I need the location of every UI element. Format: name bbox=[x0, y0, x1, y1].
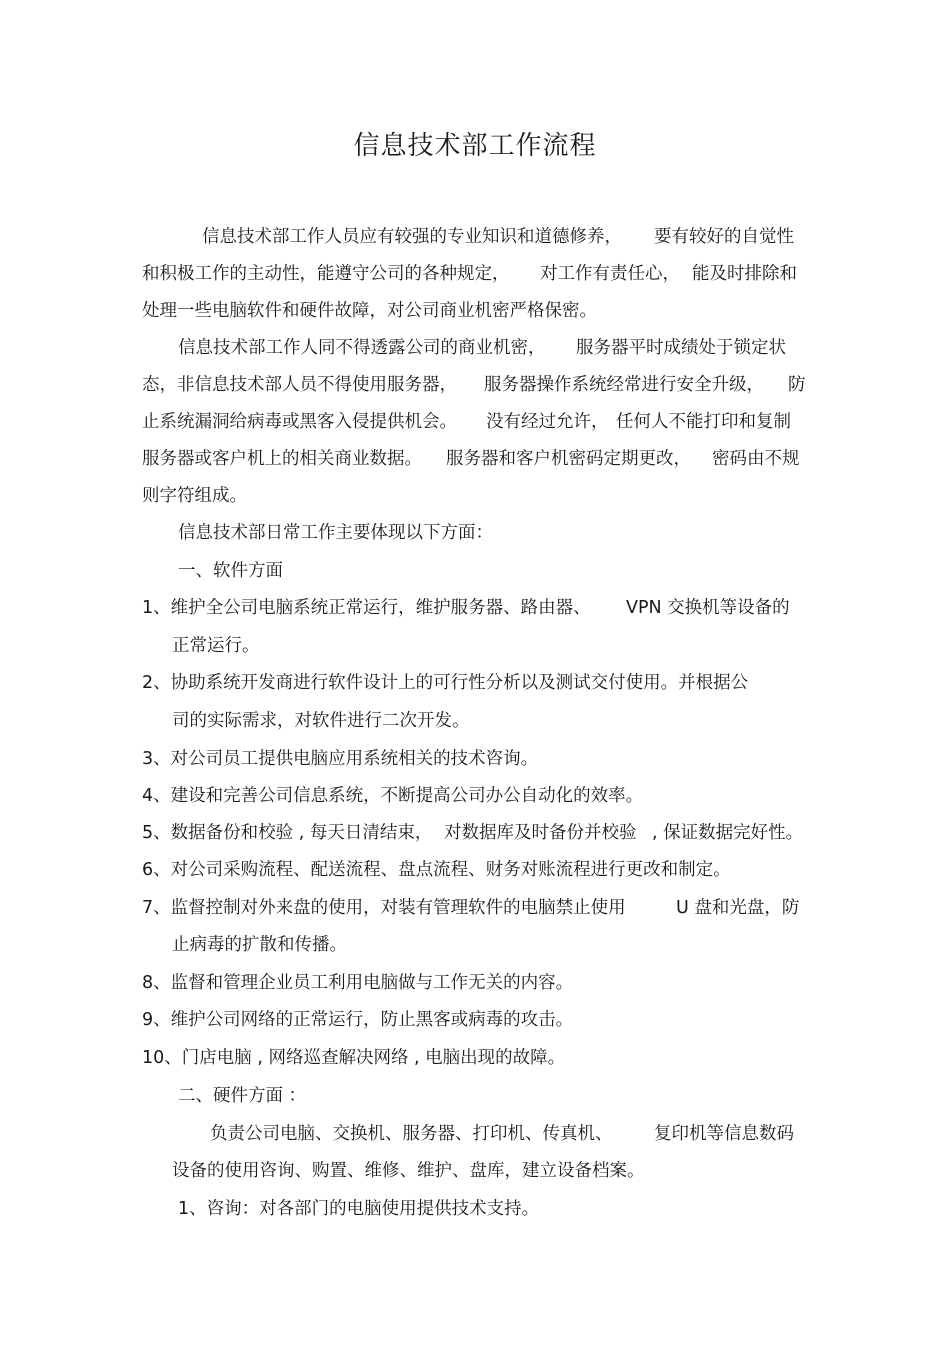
text-segment: 没有经过允许， bbox=[486, 412, 609, 432]
text-segment: 正常运行。 bbox=[172, 636, 260, 656]
text-segment: 2、协助系统开发商进行软件设计上的可行性分析以及测试交付使用。并根据公 bbox=[142, 673, 749, 693]
text-segment: 信息技术部日常工作主要体现以下方面： bbox=[178, 523, 493, 543]
text-segment: 负责公司电脑、交换机、服务器、打印机、传真机、 bbox=[210, 1124, 613, 1144]
text-segment: 信息技术部工作人员应有较强的专业知识和道德修养， bbox=[202, 227, 622, 247]
text-segment: 二、硬件方面 ： bbox=[178, 1086, 307, 1106]
text-segment: 复印机等信息数码 bbox=[654, 1124, 794, 1144]
text-segment: 态，非信息技术部人员不得使用服务器， bbox=[142, 375, 457, 395]
text-segment: 服务器或客户机上的相关商业数据。 bbox=[142, 449, 422, 469]
text-segment: 能及时排除和 bbox=[692, 264, 797, 284]
text-segment: 服务器平时成绩处于锁定状 bbox=[576, 338, 786, 358]
text-segment: U 盘和光盘，防 bbox=[676, 898, 800, 918]
text-segment: 要有较好的自觉性 bbox=[654, 227, 794, 247]
text-segment: 一、软件方面 bbox=[178, 561, 283, 581]
text-segment: 对数据库及时备份并校验 bbox=[444, 823, 637, 843]
text-segment: 对工作有责任心， bbox=[540, 264, 680, 284]
text-segment: 1、维护全公司电脑系统正常运行，维护服务器、路由器、 bbox=[142, 598, 591, 618]
text-segment: 8、监督和管理企业员工利用电脑做与工作无关的内容。 bbox=[142, 973, 574, 993]
text-segment: 防 bbox=[788, 375, 806, 395]
text-segment: 设备的使用咨询、购置、维修、维护、盘库，建立设备档案。 bbox=[172, 1161, 645, 1181]
text-segment: 9、维护公司网络的正常运行，防止黑客或病毒的攻击。 bbox=[142, 1010, 574, 1030]
text-segment: 7、监督控制对外来盘的使用，对装有管理软件的电脑禁止使用 bbox=[142, 898, 626, 918]
text-segment: 5、数据备份和校验 , 每天日清结束， bbox=[142, 823, 433, 843]
text-segment: 任何人不能打印和复制 bbox=[616, 412, 791, 432]
text-segment: 处理一些电脑软件和硬件故障，对公司商业机密严格保密。 bbox=[142, 301, 597, 321]
document-title: 信息技术部工作流程 bbox=[353, 131, 597, 161]
text-segment: , 保证数据完好性。 bbox=[652, 823, 804, 843]
text-segment: 服务器操作系统经常进行安全升级， bbox=[484, 375, 764, 395]
text-segment: 10、门店电脑 , 网络巡查解决网络 , 电脑出现的故障。 bbox=[142, 1048, 566, 1068]
text-segment: VPN 交换机等设备的 bbox=[626, 598, 790, 618]
text-segment: 1、咨询：对各部门的电脑使用提供技术支持。 bbox=[178, 1199, 540, 1219]
text-segment: 4、建设和完善公司信息系统，不断提高公司办公自动化的效率。 bbox=[142, 786, 644, 806]
text-segment: 和积极工作的主动性，能遵守公司的各种规定， bbox=[142, 264, 510, 284]
text-segment: 信息技术部工作人同不得透露公司的商业机密， bbox=[178, 338, 546, 358]
text-segment: 止系统漏洞给病毒或黑客入侵提供机会。 bbox=[142, 412, 457, 432]
text-segment: 司的实际需求，对软件进行二次开发。 bbox=[172, 711, 470, 731]
text-segment: 密码由不规 bbox=[712, 449, 800, 469]
text-segment: 止病毒的扩散和传播。 bbox=[172, 935, 347, 955]
text-segment: 服务器和客户机密码定期更改， bbox=[446, 449, 691, 469]
text-segment: 6、对公司采购流程、配送流程、盘点流程、财务对账流程进行更改和制定。 bbox=[142, 860, 731, 880]
text-segment: 3、对公司员工提供电脑应用系统相关的技术咨询。 bbox=[142, 749, 539, 769]
text-segment: 则字符组成。 bbox=[142, 486, 247, 506]
